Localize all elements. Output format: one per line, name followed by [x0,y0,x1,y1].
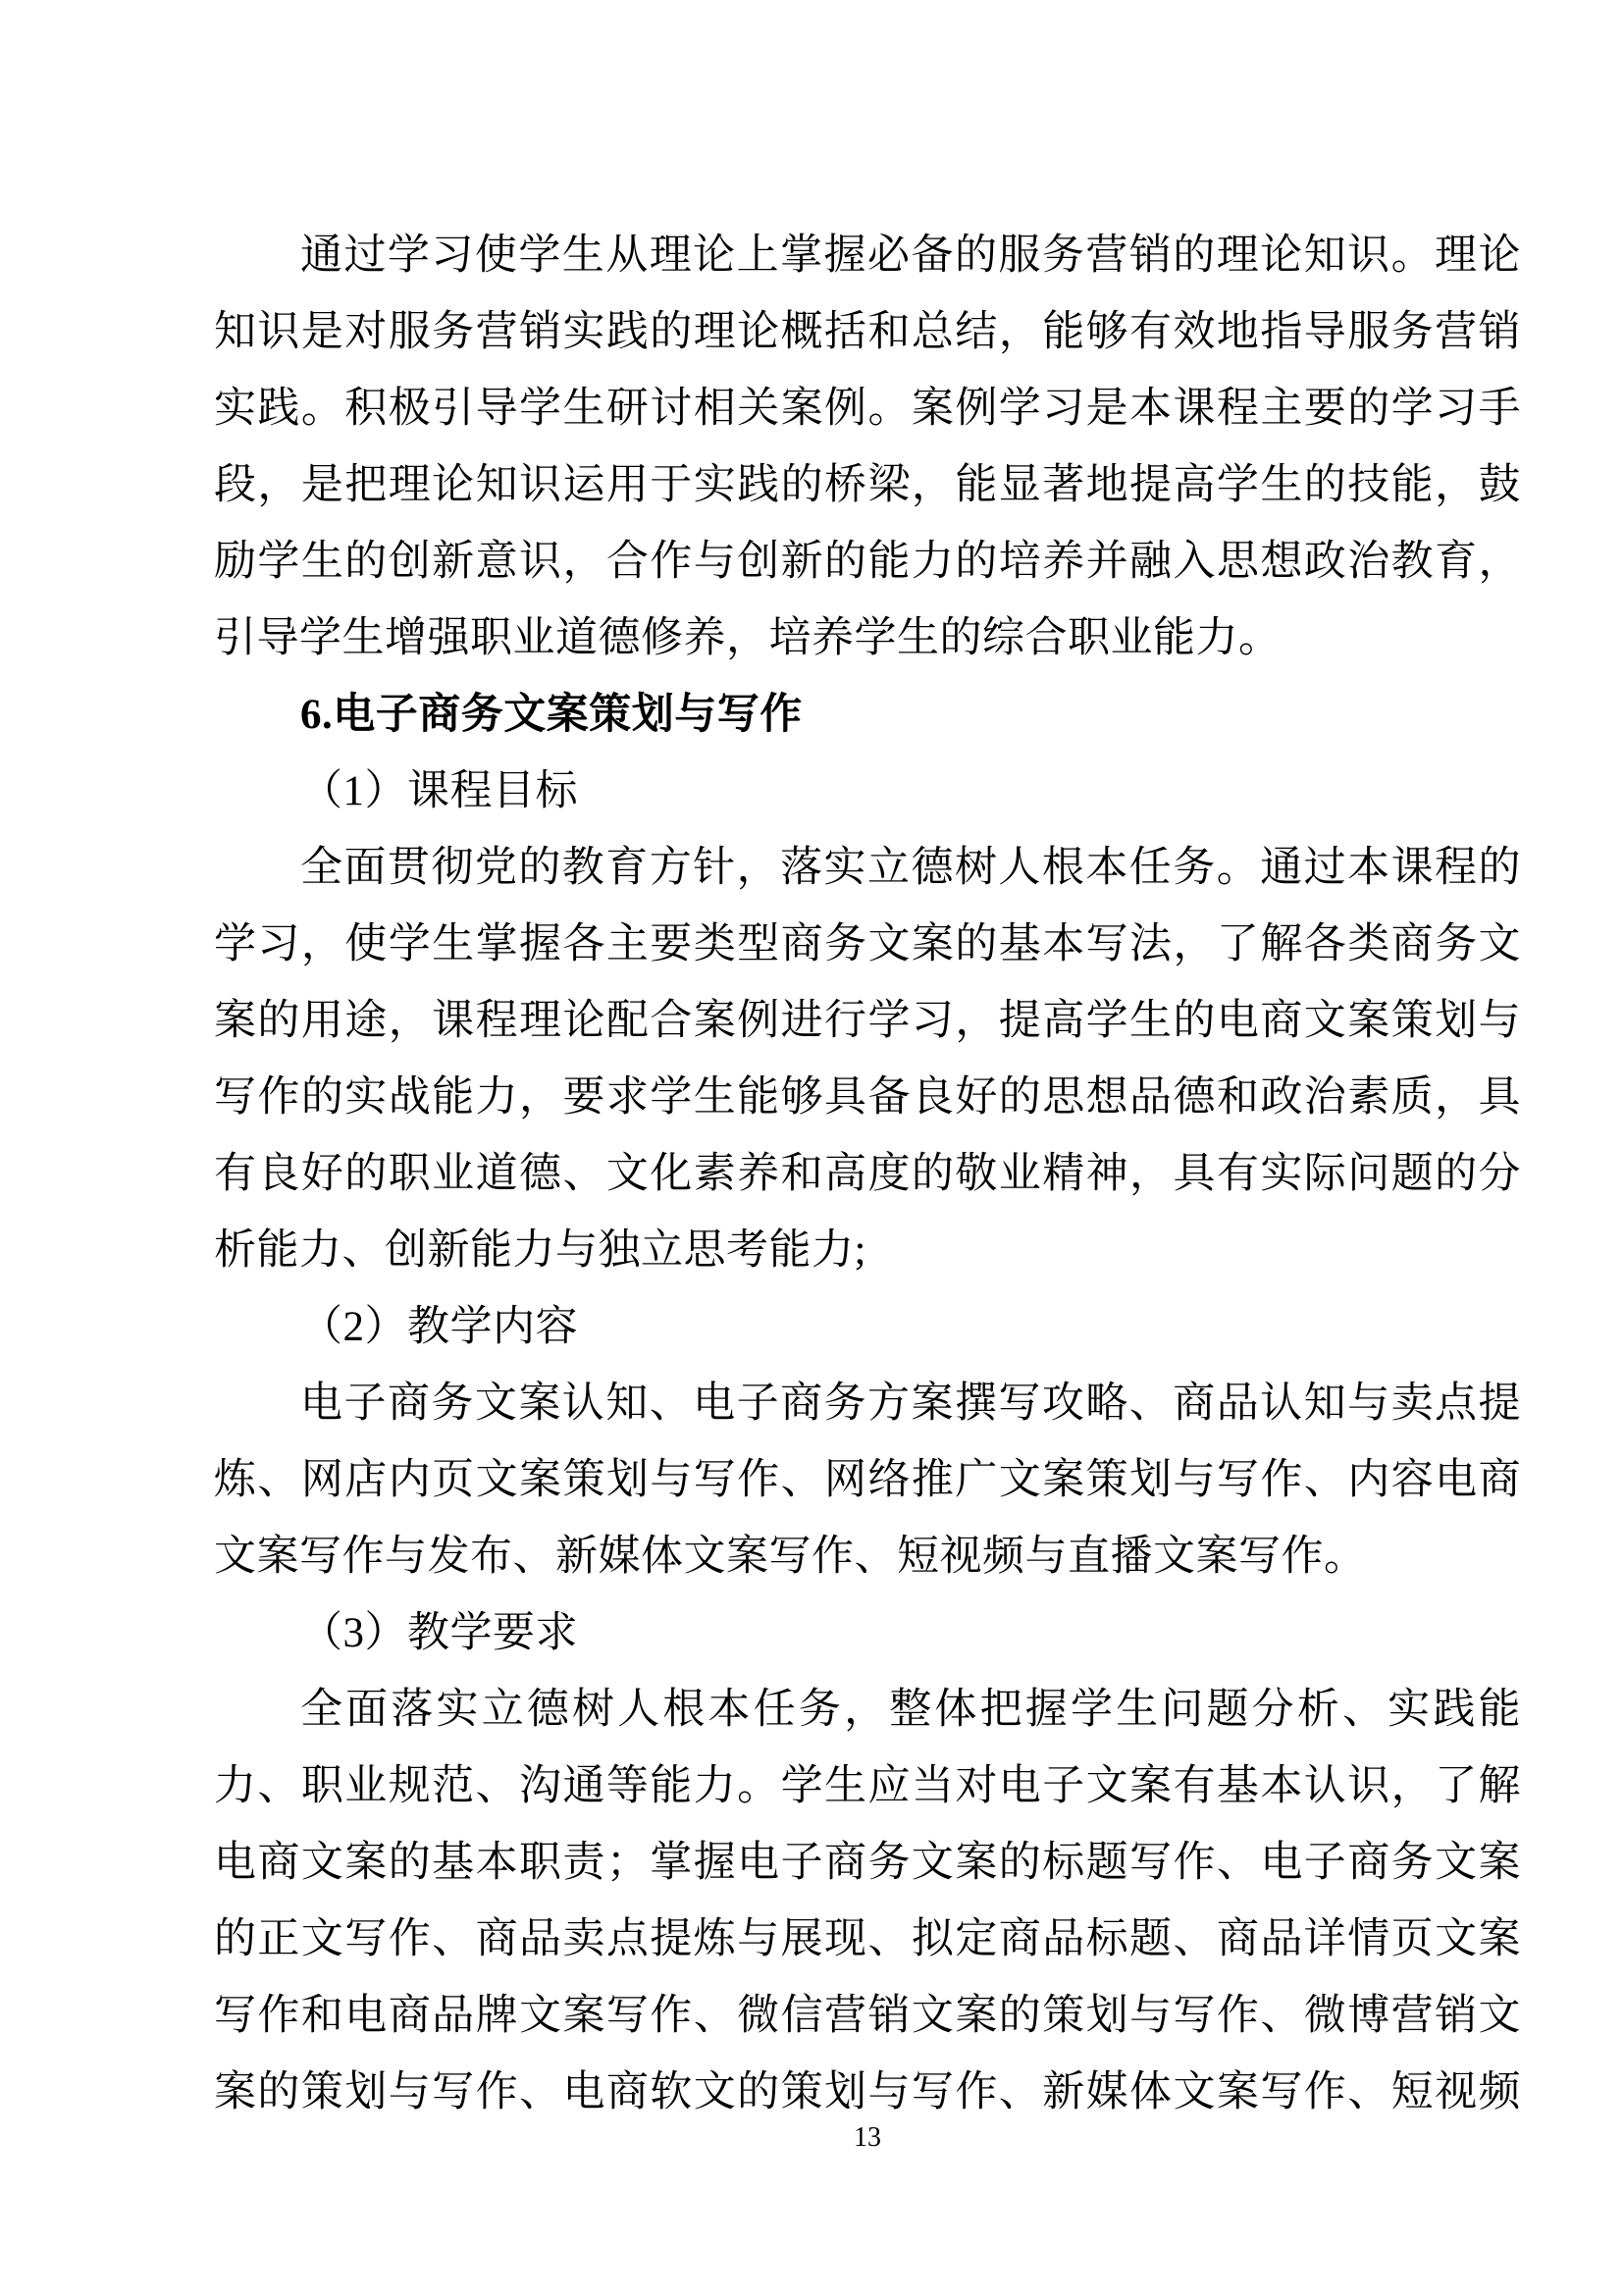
document-body [214,218,1521,2131]
text-line: 全面落实立德树人根本任务，整体把握学生问题分析、实践能 [300,1687,1521,1733]
text-line: 案的用途，课程理论配合案例进行学习，提高学生的电商文案策划与 [214,998,1521,1044]
text-line: 知识是对服务营销实践的理论概括和总结，能够有效地指导服务营销 [214,309,1521,355]
text-line: 电商文案的基本职责；掌握电子商务文案的标题写作、电子商务文案 [214,1840,1521,1886]
text-line: 引导学生增强职业道德修养，培养学生的综合职业能力。 [214,615,1282,661]
text-line: 全面贯彻党的教育方针，落实立德树人根本任务。通过本课程的 [300,845,1521,891]
text-line: 的正文写作、商品卖点提炼与展现、拟定商品标题、商品详情页文案 [214,1916,1521,1962]
text-line: 励学生的创新意识，合作与创新的能力的培养并融入思想政治教育， [214,539,1521,585]
text-line: 通过学习使学生从理论上掌握必备的服务营销的理论知识。理论 [300,233,1521,279]
text-line: 段，是把理论知识运用于实践的桥梁，能显著地提高学生的技能，鼓 [214,462,1521,508]
text-line: 力、职业规范、沟通等能力。学生应当对电子文案有基本认识，了解 [214,1763,1521,1809]
text-line: 实践。积极引导学生研讨相关案例。案例学习是本课程主要的学习手 [214,386,1521,432]
text-line: 文案写作与发布、新媒体文案写作、短视频与直播文案写作。 [214,1534,1367,1580]
text-line: 写作的实战能力，要求学生能够具备良好的思想品德和政治素质，具 [214,1074,1521,1121]
text-line: 电子商务文案认知、电子商务方案撰写攻略、商品认知与卖点提 [300,1381,1521,1427]
section-heading: 6.电子商务文案策划与写作 [300,692,803,738]
text-line: 有良好的职业道德、文化素养和高度的敬业精神，具有实际问题的分 [214,1151,1521,1197]
text-line: 析能力、创新能力与独立思考能力; [214,1227,866,1274]
text-line: 炼、网店内页文案策划与写作、网络推广文案策划与写作、内容电商 [214,1457,1521,1503]
text-line: （1）课程目标 [300,768,578,814]
text-line: 写作和电商品牌文案写作、微信营销文案的策划与写作、微博营销文 [214,1993,1521,2039]
page-number: 13 [854,2122,881,2153]
text-line: （3）教学要求 [300,1610,578,1656]
text-line: 案的策划与写作、电商软文的策划与写作、新媒体文案写作、短视频 [214,2069,1521,2115]
text-line: （2）教学内容 [300,1304,578,1350]
text-line: 学习，使学生掌握各主要类型商务文案的基本写法，了解各类商务文 [214,921,1521,967]
